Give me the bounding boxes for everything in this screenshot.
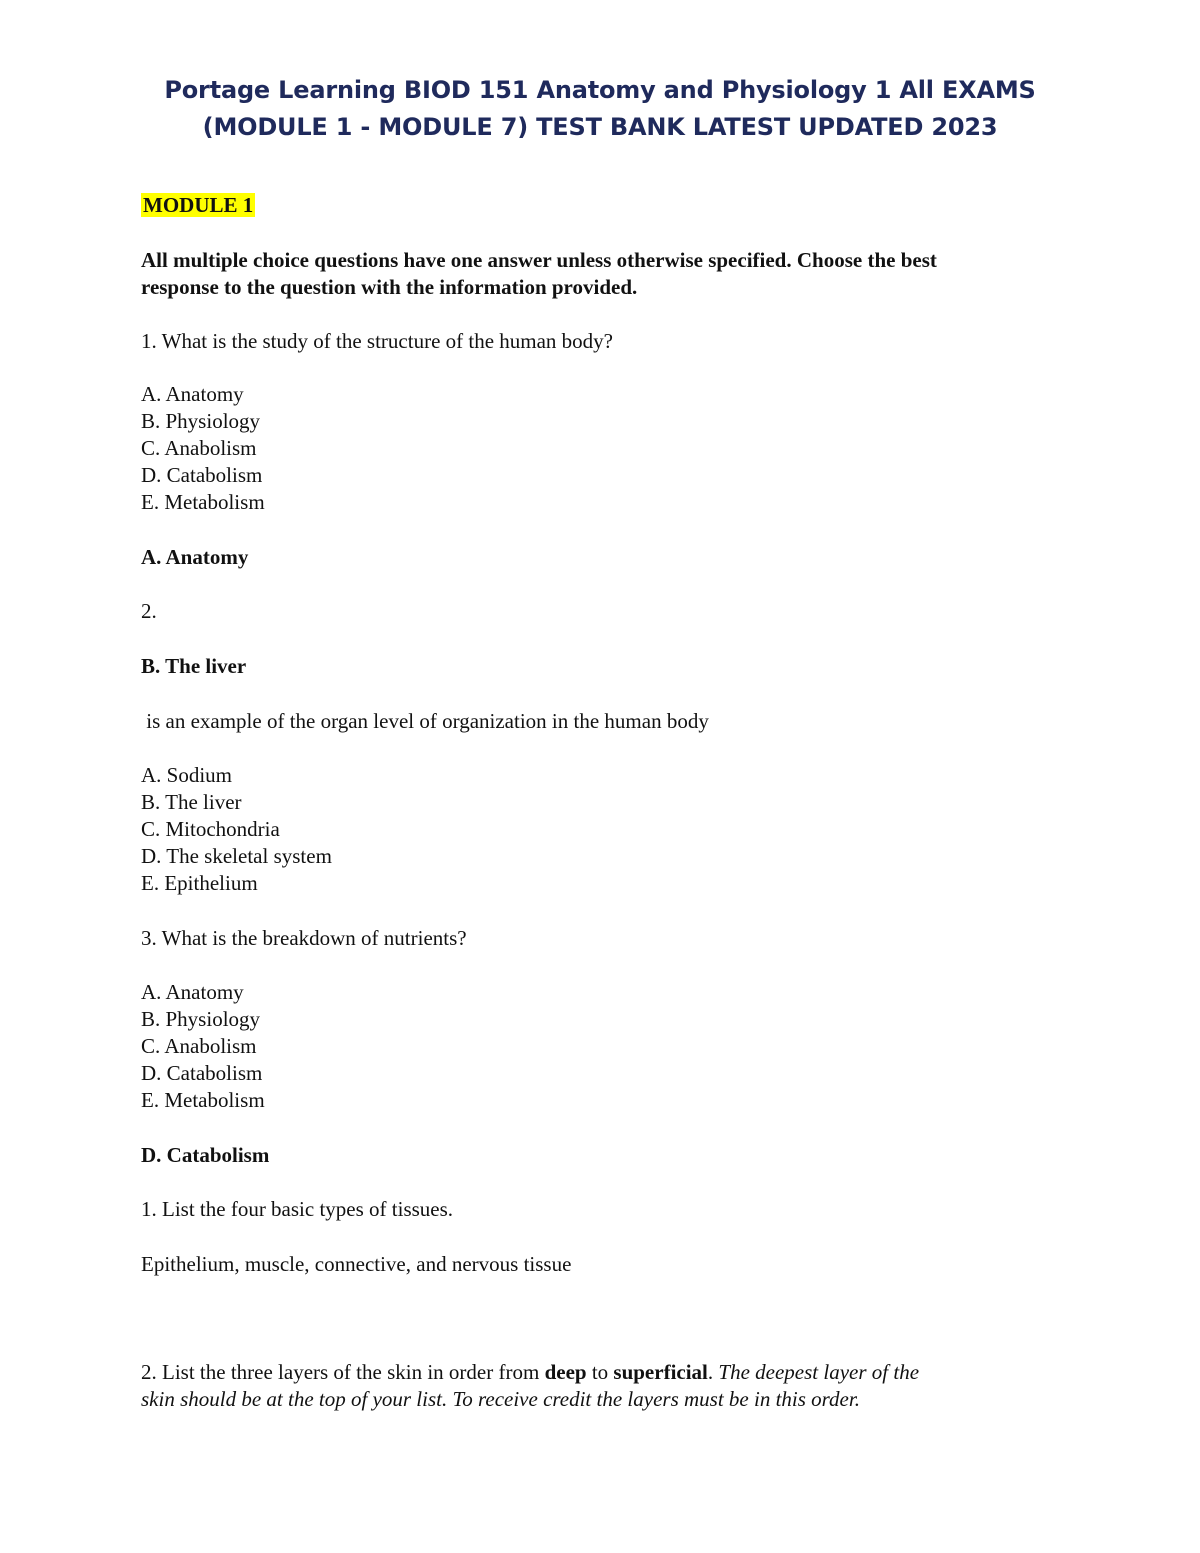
question-2-option-e: E. Epithelium	[141, 871, 258, 895]
document-title-line-1: Portage Learning BIOD 151 Anatomy and Physiology 1 All EXAMS	[164, 76, 1036, 104]
question-1-option-d: D. Catabolism	[141, 463, 263, 487]
instructions-line-2: response to the question with the information provided.	[141, 275, 638, 299]
short-answer-2-line-2: skin should be at the top of your list. To receive credit the layers must be in this order.	[141, 1387, 860, 1411]
short-answer-2-italic-1: The deepest layer of the	[718, 1360, 920, 1384]
short-answer-2-period: .	[707, 1360, 719, 1384]
short-answer-1-answer: Epithelium, muscle, connective, and nervous tissue	[141, 1252, 572, 1276]
question-3-text: 3. What is the breakdown of nutrients?	[141, 926, 467, 950]
short-answer-2-deep: deep	[544, 1360, 587, 1384]
question-1-option-b: B. Physiology	[141, 409, 261, 433]
question-1-answer: A. Anatomy	[141, 545, 249, 569]
question-3-option-d: D. Catabolism	[141, 1061, 263, 1085]
question-1-option-a: A. Anatomy	[141, 382, 244, 406]
short-answer-2-line-1	[141, 1359, 919, 1385]
question-3-option-a: A. Anatomy	[141, 980, 244, 1004]
question-2-statement: is an example of the organ level of organization in the human body	[141, 709, 709, 733]
question-2-option-c: C. Mitochondria	[141, 817, 280, 841]
short-answer-2-superficial: superficial	[613, 1360, 708, 1384]
question-2-answer: B. The liver	[141, 654, 247, 678]
module-heading	[141, 192, 255, 218]
question-3-option-b: B. Physiology	[141, 1007, 261, 1031]
question-3-answer: D. Catabolism	[141, 1143, 270, 1167]
instructions-line-1: All multiple choice questions have one answer unless otherwise specified. Choose the best	[141, 248, 937, 272]
question-2-number: 2.	[141, 599, 157, 623]
question-2-option-b: B. The liver	[141, 790, 242, 814]
module-heading-label: MODULE 1	[143, 193, 254, 217]
short-answer-2-prefix: 2. List the three layers of the skin in order from	[141, 1360, 545, 1384]
question-3-option-e: E. Metabolism	[141, 1088, 265, 1112]
short-answer-2-to: to	[586, 1360, 614, 1384]
short-answer-1-question: 1. List the four basic types of tissues.	[141, 1197, 454, 1221]
question-1-option-e: E. Metabolism	[141, 490, 265, 514]
question-1-option-c: C. Anabolism	[141, 436, 257, 460]
question-1-text: 1. What is the study of the structure of the human body?	[141, 329, 614, 353]
question-2-option-a: A. Sodium	[141, 763, 233, 787]
question-2-option-d: D. The skeletal system	[141, 844, 332, 868]
question-3-option-c: C. Anabolism	[141, 1034, 257, 1058]
document-title-line-2: (MODULE 1 - MODULE 7) TEST BANK LATEST UPDATED 2023	[202, 113, 998, 141]
